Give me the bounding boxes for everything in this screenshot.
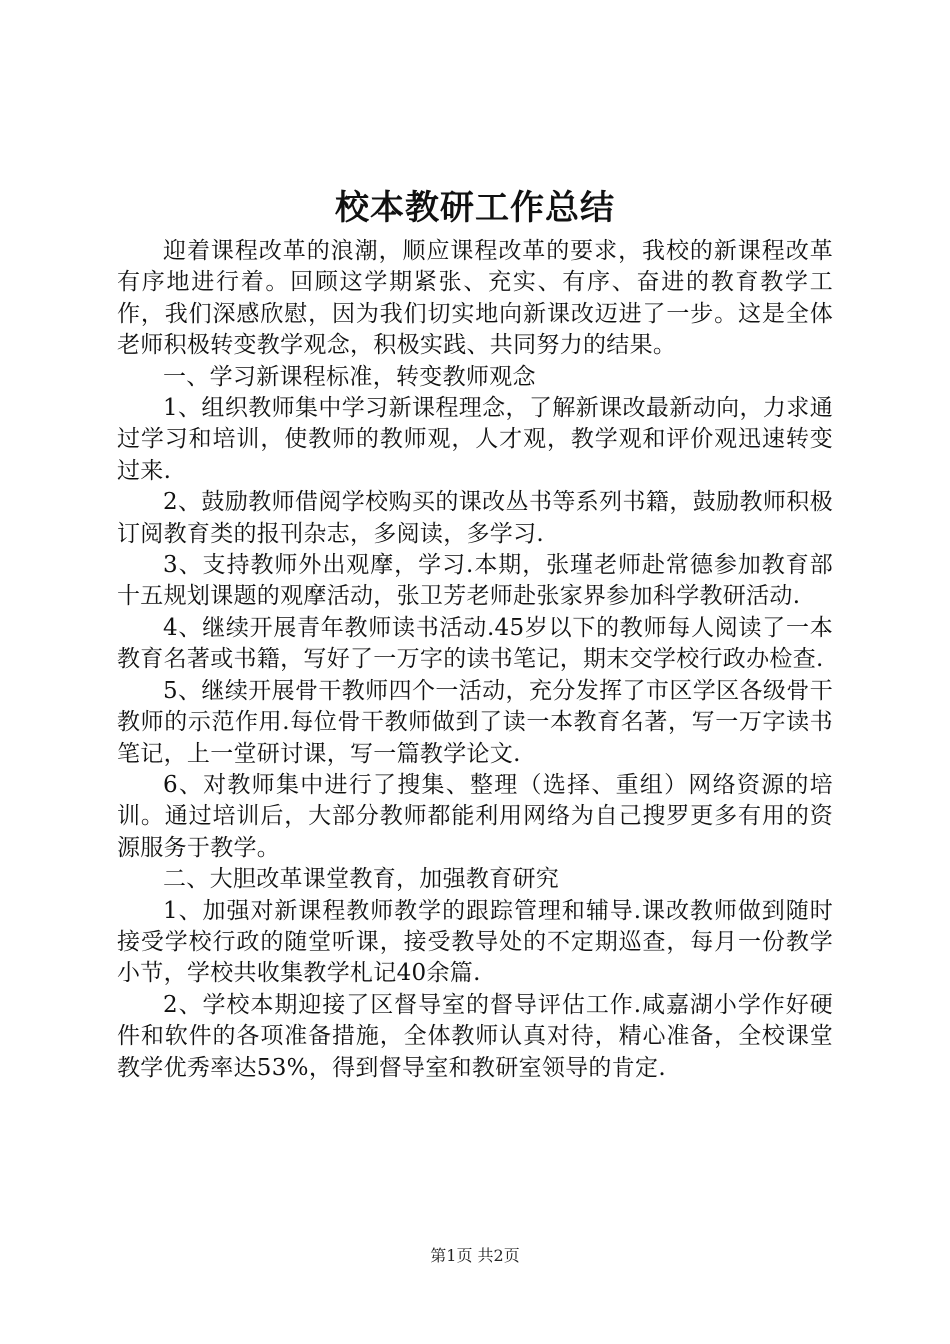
paragraph-1-5: 5、继续开展骨干教师四个一活动，充分发挥了市区学区各级骨干教师的示范作用.每位骨干教师做到了读一本教育名著，写一万字读书笔记，上一堂研讨课，写一篇教学论文. <box>117 677 833 767</box>
page-footer: 第1页 共2页 <box>430 1246 520 1265</box>
document-title: 校本教研工作总结 <box>335 188 615 228</box>
paragraph-1-4: 4、继续开展青年教师读书活动.45岁以下的教师每人阅读了一本教育名著或书籍，写好了一万字的读书笔记，期末交学校行政办检查. <box>117 614 833 673</box>
paragraph-1-2: 2、鼓励教师借阅学校购买的课改丛书等系列书籍，鼓励教师积极订阅教育类的报刊杂志，多阅读，多学习. <box>117 489 833 547</box>
paragraph-intro: 迎着课程改革的浪潮，顺应课程改革的要求，我校的新课程改革有序地进行着。回顾这学期紧张、充实、有序、奋进的教育教学工作，我们深感欣慰，因为我们切实地向新课改迈进了一步。这是全体老师积极转变教学观念，积极实践、共同努力的结果。 <box>117 238 833 359</box>
paragraph-2-1: 1、加强对新课程教师教学的跟踪管理和辅导.课改教师做到随时接受学校行政的随堂听课，接受教导处的不定期巡查，每月一份教学小节，学校共收集教学札记40余篇. <box>117 897 833 987</box>
section-heading-2: 二、大胆改革课堂教育，加强教育研究 <box>163 866 560 893</box>
paragraph-1-1: 1、组织教师集中学习新课程理念，了解新课改最新动向，力求通过学习和培训，使教师的教师观，人才观，教学观和评价观迅速转变过来. <box>117 395 833 484</box>
document-body <box>117 236 833 1084</box>
section-heading-1: 一、学习新课程标准，转变教师观念 <box>163 363 536 390</box>
paragraph-2-2: 2、学校本期迎接了区督导室的督导评估工作.咸嘉湖小学作好硬件和软件的各项准备措施，全体教师认真对待，精心准备，全校课堂教学优秀率达53%，得到督导室和教研室领导的肯定. <box>117 991 833 1081</box>
paragraph-1-3: 3、支持教师外出观摩，学习.本期，张瑾老师赴常德参加教育部十五规划课题的观摩活动，张卫芳老师赴张家界参加科学教研活动. <box>117 552 833 610</box>
paragraph-1-6: 6、对教师集中进行了搜集、整理（选择、重组）网络资源的培训。通过培训后，大部分教师都能利用网络为自己搜罗更多有用的资源服务于教学。 <box>117 771 833 861</box>
